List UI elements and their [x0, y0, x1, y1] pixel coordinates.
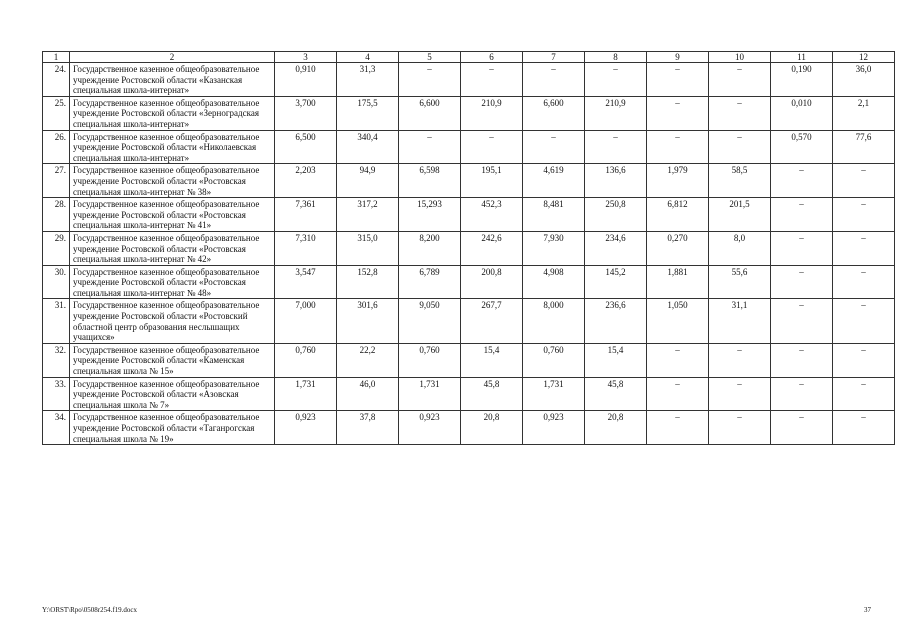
value-cell: 36,0 [833, 63, 895, 97]
institution-name: Государственное казенное общеобразовательное учреждение Ростовской области «Николаевская специальная школа-интернат» [70, 130, 275, 164]
value-cell: – [647, 343, 709, 377]
table-row [43, 343, 895, 377]
table-row [43, 411, 895, 445]
header-cell: 1 [43, 52, 70, 63]
value-cell: 0,010 [771, 96, 833, 130]
value-cell: 145,2 [585, 265, 647, 299]
value-cell: – [833, 411, 895, 445]
value-cell: 340,4 [337, 130, 399, 164]
value-cell: 236,6 [585, 299, 647, 343]
institution-name: Государственное казенное общеобразовательное учреждение Ростовской области «Ростовская специальная школа-интернат № 41» [70, 198, 275, 232]
value-cell: – [771, 411, 833, 445]
value-cell: 7,361 [275, 198, 337, 232]
institution-name: Государственное казенное общеобразовательное учреждение Ростовской области «Ростовская специальная школа-интернат № 42» [70, 231, 275, 265]
value-cell: – [461, 130, 523, 164]
value-cell: 6,500 [275, 130, 337, 164]
value-cell: – [771, 299, 833, 343]
value-cell: 55,6 [709, 265, 771, 299]
value-cell: – [709, 96, 771, 130]
value-cell: 1,979 [647, 164, 709, 198]
value-cell: 452,3 [461, 198, 523, 232]
table-row [43, 265, 895, 299]
value-cell: 77,6 [833, 130, 895, 164]
institution-name: Государственное казенное общеобразовательное учреждение Ростовской области «Каменская специальная школа № 15» [70, 343, 275, 377]
value-cell: 4,619 [523, 164, 585, 198]
value-cell: 1,731 [523, 377, 585, 411]
value-cell: – [523, 130, 585, 164]
value-cell: 15,4 [461, 343, 523, 377]
institution-name: Государственное казенное общеобразовательное учреждение Ростовской области «Таганрогская специальная школа № 19» [70, 411, 275, 445]
value-cell: – [771, 265, 833, 299]
value-cell: – [585, 130, 647, 164]
value-cell: – [833, 164, 895, 198]
value-cell: 6,600 [399, 96, 461, 130]
value-cell: – [585, 63, 647, 97]
table-row [43, 130, 895, 164]
row-number: 27. [43, 164, 70, 198]
value-cell: – [399, 130, 461, 164]
header-cell: 5 [399, 52, 461, 63]
value-cell: 1,731 [275, 377, 337, 411]
value-cell: 242,6 [461, 231, 523, 265]
value-cell: 8,0 [709, 231, 771, 265]
table-row [43, 377, 895, 411]
row-number: 24. [43, 63, 70, 97]
value-cell: – [709, 63, 771, 97]
table-row [43, 299, 895, 343]
value-cell: 0,190 [771, 63, 833, 97]
header-cell: 8 [585, 52, 647, 63]
value-cell: – [833, 343, 895, 377]
institution-name: Государственное казенное общеобразовательное учреждение Ростовской области «Ростовская специальная школа-интернат № 38» [70, 164, 275, 198]
value-cell: – [771, 198, 833, 232]
header-cell: 12 [833, 52, 895, 63]
value-cell: – [647, 377, 709, 411]
value-cell: 22,2 [337, 343, 399, 377]
value-cell: 210,9 [585, 96, 647, 130]
value-cell: 195,1 [461, 164, 523, 198]
row-number: 34. [43, 411, 70, 445]
row-number: 25. [43, 96, 70, 130]
value-cell: – [709, 130, 771, 164]
value-cell: 0,923 [399, 411, 461, 445]
value-cell: 2,1 [833, 96, 895, 130]
value-cell: 0,570 [771, 130, 833, 164]
value-cell: 20,8 [585, 411, 647, 445]
value-cell: 20,8 [461, 411, 523, 445]
value-cell: – [771, 377, 833, 411]
table-row [43, 198, 895, 232]
value-cell: 31,3 [337, 63, 399, 97]
value-cell: 3,700 [275, 96, 337, 130]
row-number: 29. [43, 231, 70, 265]
header-cell: 2 [70, 52, 275, 63]
value-cell: 267,7 [461, 299, 523, 343]
value-cell: 1,881 [647, 265, 709, 299]
institution-name: Государственное казенное общеобразовательное учреждение Ростовской области «Казанская специальная школа-интернат» [70, 63, 275, 97]
value-cell: 7,930 [523, 231, 585, 265]
table-row [43, 63, 895, 97]
value-cell: 15,4 [585, 343, 647, 377]
value-cell: – [647, 130, 709, 164]
row-number: 30. [43, 265, 70, 299]
value-cell: – [399, 63, 461, 97]
value-cell: 201,5 [709, 198, 771, 232]
value-cell: 6,600 [523, 96, 585, 130]
value-cell: – [709, 343, 771, 377]
row-number: 31. [43, 299, 70, 343]
header-cell: 9 [647, 52, 709, 63]
value-cell: 0,760 [399, 343, 461, 377]
value-cell: 46,0 [337, 377, 399, 411]
value-cell: 152,8 [337, 265, 399, 299]
value-cell: 8,200 [399, 231, 461, 265]
value-cell: 2,203 [275, 164, 337, 198]
institution-name: Государственное казенное общеобразовательное учреждение Ростовской области «Ростовский областной центр образования неслышащих учащихся» [70, 299, 275, 343]
value-cell: 8,481 [523, 198, 585, 232]
value-cell: – [709, 377, 771, 411]
header-cell: 10 [709, 52, 771, 63]
value-cell: 6,789 [399, 265, 461, 299]
header-cell: 3 [275, 52, 337, 63]
value-cell: 4,908 [523, 265, 585, 299]
value-cell: 0,270 [647, 231, 709, 265]
value-cell: 0,910 [275, 63, 337, 97]
header-cell: 6 [461, 52, 523, 63]
value-cell: 8,000 [523, 299, 585, 343]
value-cell: 94,9 [337, 164, 399, 198]
value-cell: – [647, 411, 709, 445]
value-cell: 58,5 [709, 164, 771, 198]
value-cell: – [833, 198, 895, 232]
value-cell: 250,8 [585, 198, 647, 232]
value-cell: – [461, 63, 523, 97]
row-number: 33. [43, 377, 70, 411]
value-cell: 45,8 [585, 377, 647, 411]
value-cell: 6,598 [399, 164, 461, 198]
header-cell: 11 [771, 52, 833, 63]
value-cell: – [833, 299, 895, 343]
value-cell: 315,0 [337, 231, 399, 265]
value-cell: – [833, 377, 895, 411]
page-number: 37 [864, 606, 871, 614]
file-path: Y:\ORST\Rpo\0508r254.f19.docx [42, 606, 138, 614]
value-cell: 210,9 [461, 96, 523, 130]
value-cell: 317,2 [337, 198, 399, 232]
value-cell: 1,050 [647, 299, 709, 343]
value-cell: 7,000 [275, 299, 337, 343]
value-cell: 1,731 [399, 377, 461, 411]
value-cell: 31,1 [709, 299, 771, 343]
value-cell: – [833, 231, 895, 265]
value-cell: – [647, 96, 709, 130]
table-row [43, 231, 895, 265]
value-cell: 45,8 [461, 377, 523, 411]
value-cell: 0,923 [275, 411, 337, 445]
data-table [42, 51, 895, 445]
value-cell: – [709, 411, 771, 445]
institution-name: Государственное казенное общеобразовательное учреждение Ростовской области «Азовская специальная школа № 7» [70, 377, 275, 411]
value-cell: 0,760 [275, 343, 337, 377]
value-cell: 234,6 [585, 231, 647, 265]
value-cell: 136,6 [585, 164, 647, 198]
value-cell: – [771, 164, 833, 198]
value-cell: 7,310 [275, 231, 337, 265]
header-cell: 7 [523, 52, 585, 63]
row-number: 26. [43, 130, 70, 164]
value-cell: – [647, 63, 709, 97]
value-cell: – [833, 265, 895, 299]
value-cell: – [523, 63, 585, 97]
row-number: 32. [43, 343, 70, 377]
value-cell: 9,050 [399, 299, 461, 343]
value-cell: 301,6 [337, 299, 399, 343]
row-number: 28. [43, 198, 70, 232]
value-cell: – [771, 231, 833, 265]
value-cell: 3,547 [275, 265, 337, 299]
table-row [43, 164, 895, 198]
header-cell: 4 [337, 52, 399, 63]
value-cell: 37,8 [337, 411, 399, 445]
value-cell: – [771, 343, 833, 377]
value-cell: 175,5 [337, 96, 399, 130]
institution-name: Государственное казенное общеобразовательное учреждение Ростовской области «Ростовская специальная школа-интернат № 48» [70, 265, 275, 299]
header-row [43, 52, 895, 63]
value-cell: 0,760 [523, 343, 585, 377]
value-cell: 6,812 [647, 198, 709, 232]
value-cell: 15,293 [399, 198, 461, 232]
value-cell: 200,8 [461, 265, 523, 299]
institution-name: Государственное казенное общеобразовательное учреждение Ростовской области «Зерноградская специальная школа-интернат» [70, 96, 275, 130]
value-cell: 0,923 [523, 411, 585, 445]
table-row [43, 96, 895, 130]
